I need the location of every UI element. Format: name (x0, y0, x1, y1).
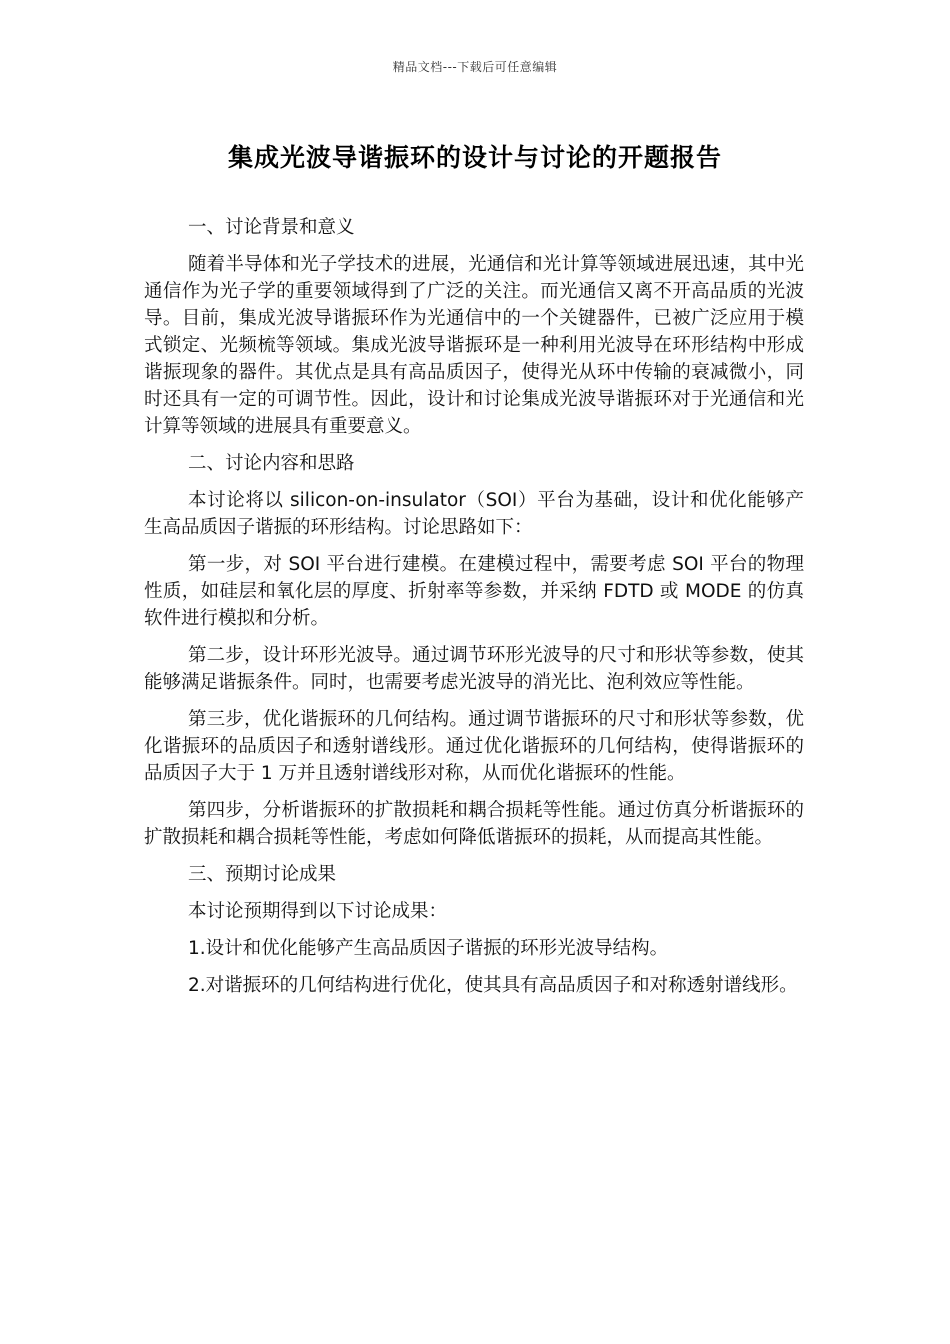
paragraph-result-2: 2.对谐振环的几何结构进行优化，使其具有高品质因子和对称透射谱线形。 (188, 975, 798, 996)
paragraph-step-1: 第一步，对 SOI 平台进行建模。在建模过程中，需要考虑 SOI 平台的物理性质，如硅层和氧化层的厚度、折射率等参数，并采纳 FDTD 或 MODE 的仿真软件进行模拟和分析。 (144, 554, 804, 629)
paragraph-content-intro: 本讨论将以 silicon-on-insulator（SOI）平台为基础，设计和优化能够产生高品质因子谐振的环形结构。讨论思路如下： (144, 490, 804, 538)
document-title: 集成光波导谐振环的设计与讨论的开题报告 (227, 143, 722, 172)
paragraph-result-1: 1.设计和优化能够产生高品质因子谐振的环形光波导结构。 (188, 938, 669, 959)
section-heading-content: 二、讨论内容和思路 (188, 453, 355, 474)
paragraph-background: 随着半导体和光子学技术的进展，光通信和光计算等领域进展迅速，其中光通信作为光子学的重要领域得到了广泛的关注。而光通信又离不开高品质的光波导。目前，集成光波导谐振环作为光通信中的一个关键器件，已被广泛应用于模式锁定、光频梳等领域。集成光波导谐振环是一种利用光波导在环形结构中形成谐振现象的器件。其优点是具有高品质因子，使得光从环中传输的衰减微小，同时还具有一定的可调节性。因此，设计和讨论集成光波导谐振环对于光通信和光计算等领域的进展具有重要意义。 (144, 254, 804, 437)
section-heading-background: 一、讨论背景和意义 (188, 217, 355, 238)
header-note: 精品文档---下载后可任意编辑 (392, 60, 558, 74)
paragraph-step-4: 第四步，分析谐振环的扩散损耗和耦合损耗等性能。通过仿真分析谐振环的扩散损耗和耦合损耗等性能，考虑如何降低谐振环的损耗，从而提高其性能。 (144, 800, 804, 848)
paragraph-results-intro: 本讨论预期得到以下讨论成果： (188, 901, 448, 922)
paragraph-step-2: 第二步，设计环形光波导。通过调节环形光波导的尺寸和形状等参数，使其能够满足谐振条件。同时，也需要考虑光波导的消光比、泡利效应等性能。 (144, 645, 804, 693)
paragraph-step-3: 第三步，优化谐振环的几何结构。通过调节谐振环的尺寸和形状等参数，优化谐振环的品质因子和透射谱线形。通过优化谐振环的几何结构，使得谐振环的品质因子大于 1 万并且透射谱线形对称，从而优化谐振环的性能。 (144, 709, 804, 784)
document-body (144, 214, 804, 1009)
section-heading-results: 三、预期讨论成果 (188, 864, 337, 885)
